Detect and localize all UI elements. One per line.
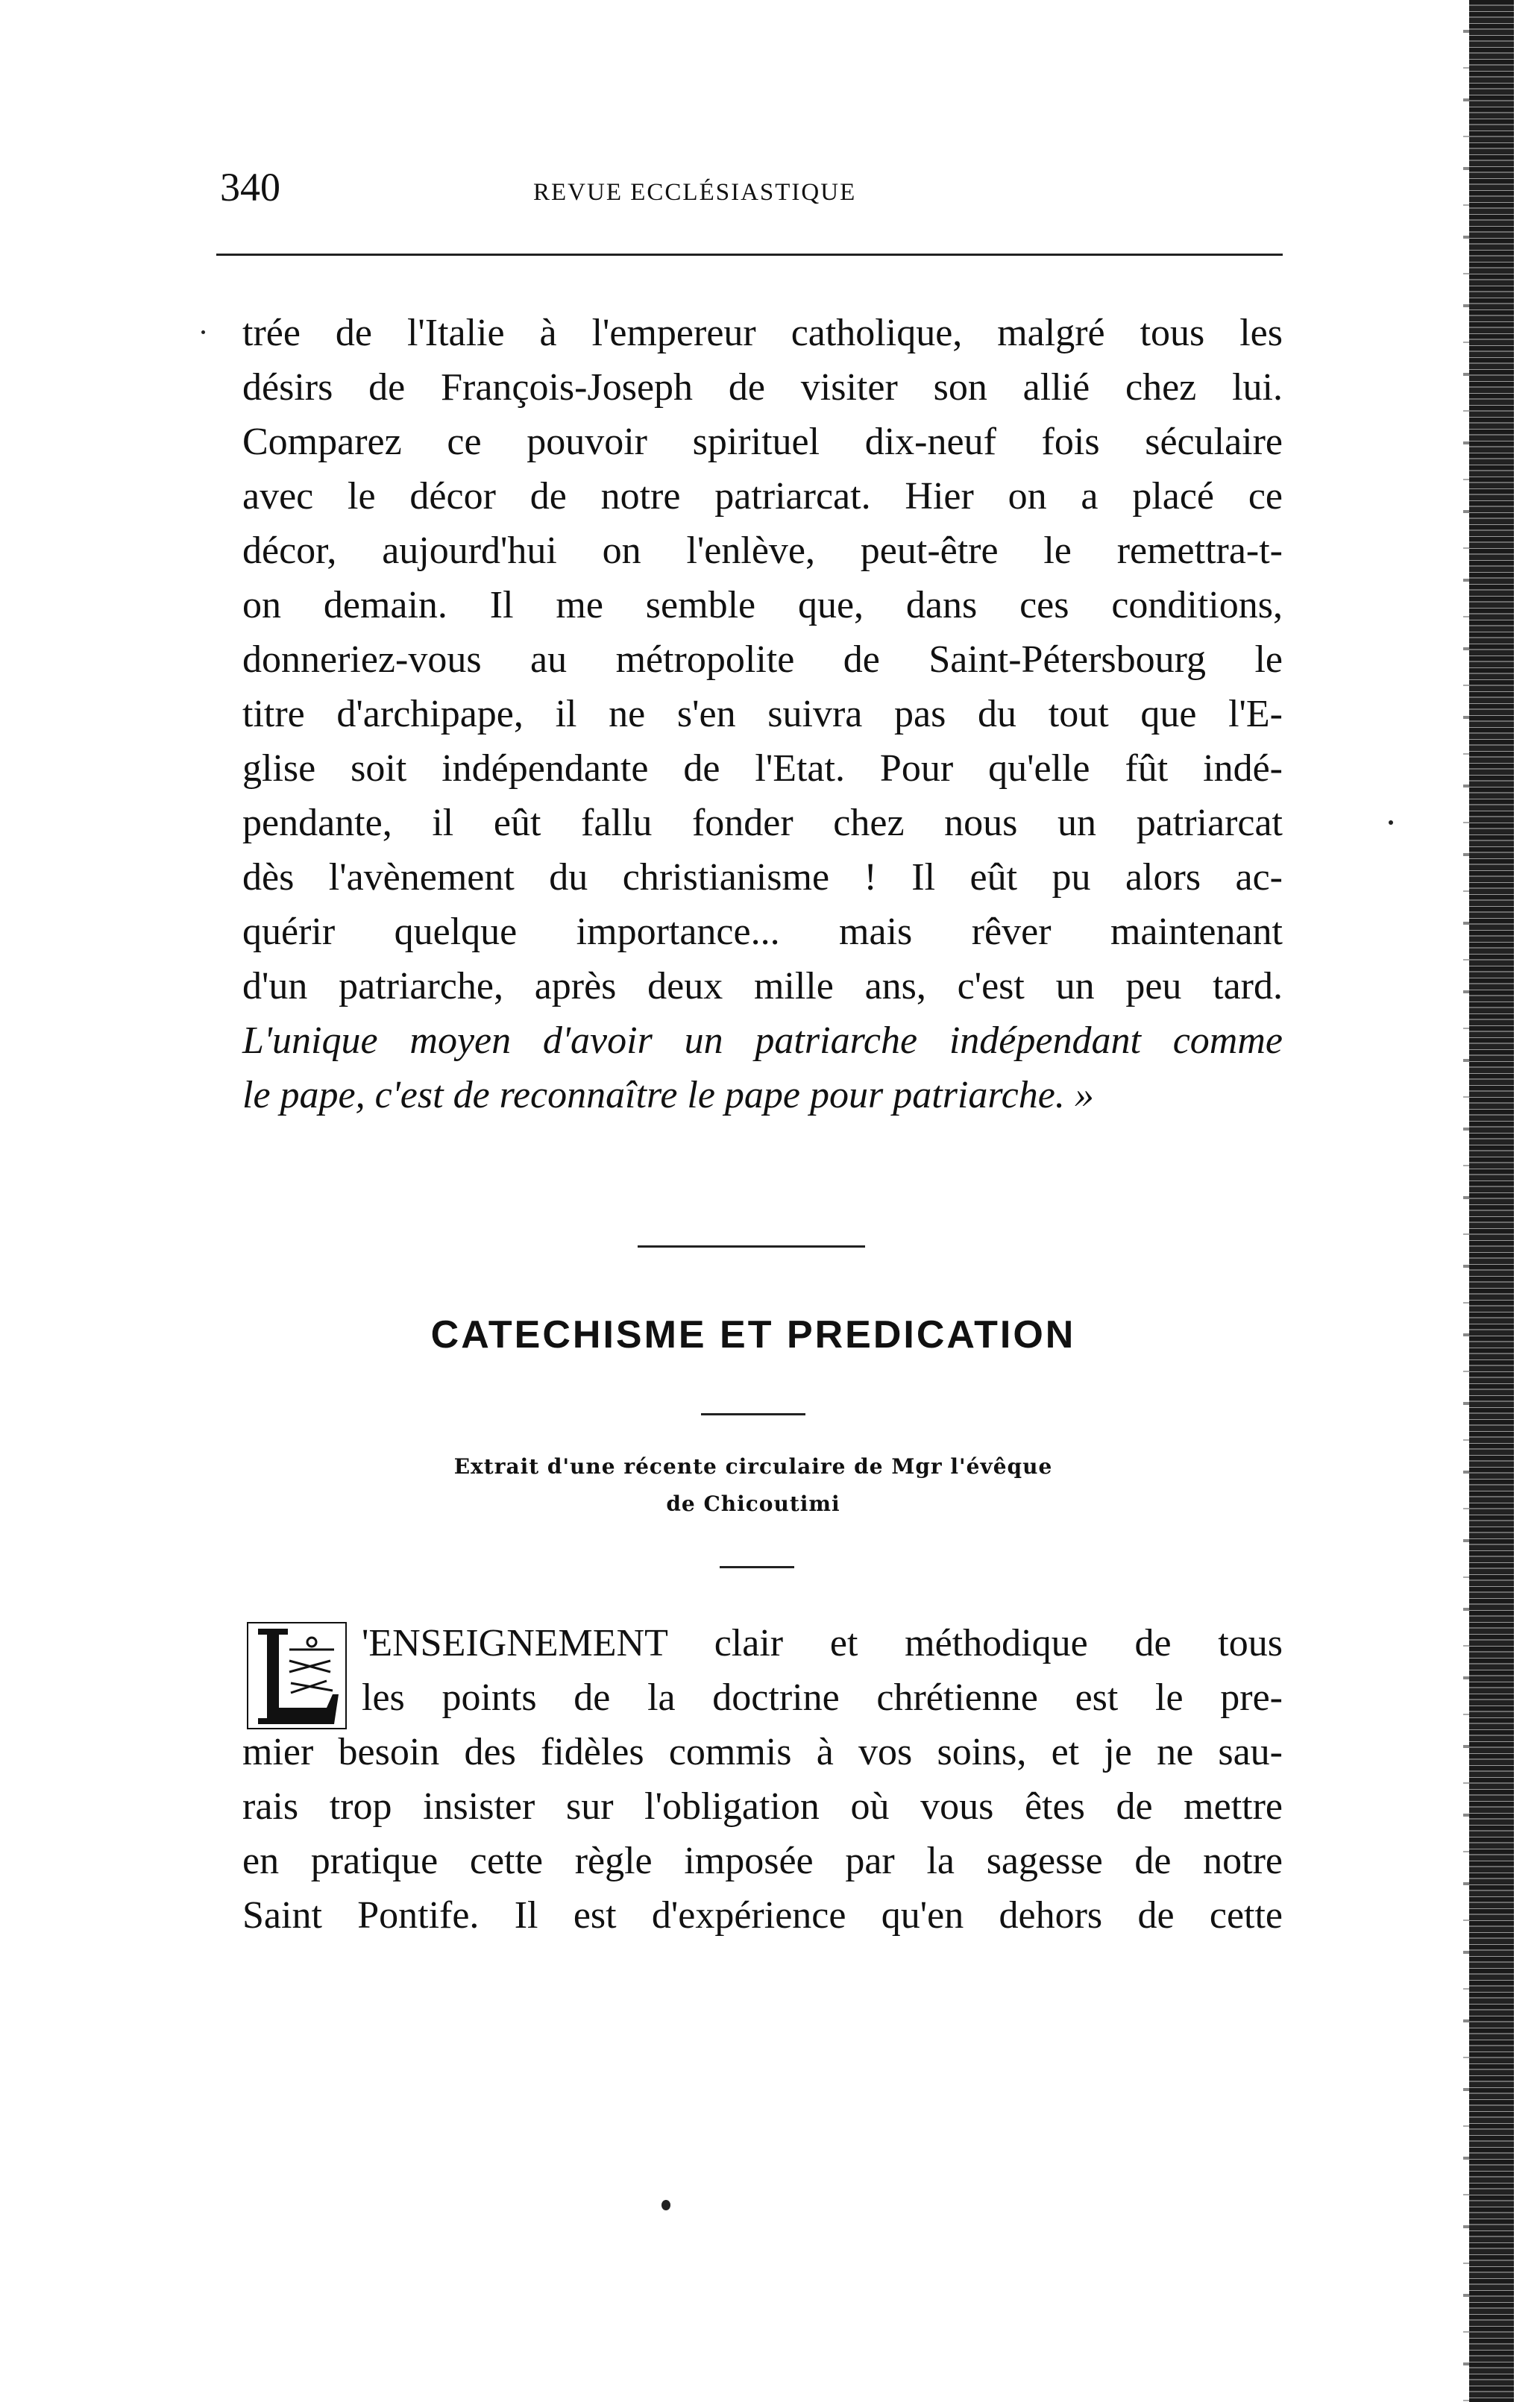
text-line: 'ENSEIGNEMENT clair et méthodique de tous	[362, 1622, 1283, 1664]
subtitle-rule	[720, 1566, 794, 1568]
text-line: mier besoin des fidèles commis à vos soins, et je ne sau-	[242, 1731, 1283, 1773]
section-title: CATECHISME ET PREDICATION	[430, 1313, 1076, 1356]
text-line: rais trop insister sur l'obligation où vous êtes de mettre	[242, 1785, 1283, 1828]
text-line: Saint Pontife. Il est d'expérience qu'en dehors de cette	[242, 1894, 1283, 1937]
italic-line: L'unique moyen d'avoir un patriarche indépendant comme	[242, 1019, 1283, 1062]
text-line: glise soit indépendante de l'Etat. Pour qu'elle fût indé-	[242, 747, 1283, 790]
scan-speck	[661, 2200, 670, 2210]
text-line: titre d'archipape, il ne s'en suivra pas du tout que l'E-	[242, 693, 1283, 735]
text-line: avec le décor de notre patriarcat. Hier on a placé ce	[242, 475, 1283, 518]
text-line: d'un patriarche, après deux mille ans, c'est un peu tard.	[242, 965, 1283, 1007]
text-line: les points de la doctrine chrétienne est le pre-	[362, 1676, 1283, 1719]
text-line: dès l'avènement du christianisme ! Il eût pu alors ac-	[242, 856, 1283, 899]
text-line: décor, aujourd'hui on l'enlève, peut-être le remettra-t-	[242, 529, 1283, 572]
subtitle-line: de Chicoutimi	[666, 1491, 840, 1516]
text-line: on demain. Il me semble que, dans ces conditions,	[242, 584, 1283, 626]
article-text	[242, 1616, 1283, 1943]
page-header	[220, 164, 1290, 224]
italic-line: le pape, c'est de reconnaître le pape pour patriarche. »	[242, 1074, 1094, 1116]
body-text	[242, 306, 1283, 1122]
text-line: en pratique cette règle imposée par la sagesse de notre	[242, 1840, 1283, 1882]
scan-speck	[201, 330, 205, 334]
text-line: désirs de François-Joseph de visiter son allié chez lui.	[242, 366, 1283, 409]
page-edge	[1469, 0, 1514, 2402]
subtitle-line: Extrait d'une récente circulaire de Mgr l'évêque	[453, 1454, 1053, 1479]
text-line: pendante, il eût fallu fonder chez nous un patriarcat	[242, 802, 1283, 844]
header-rule	[216, 254, 1283, 256]
text-line: Comparez ce pouvoir spirituel dix-neuf fois séculaire	[242, 421, 1283, 463]
section-separator	[638, 1245, 865, 1248]
running-title: REVUE ECCLÉSIASTIQUE	[533, 179, 857, 206]
scan-speck	[1389, 820, 1393, 825]
text-line: trée de l'Italie à l'empereur catholique, malgré tous les	[242, 312, 1283, 354]
title-rule	[701, 1413, 805, 1415]
page-number: 340	[220, 165, 280, 210]
text-line: quérir quelque importance... mais rêver maintenant	[242, 911, 1283, 953]
text-line: donneriez-vous au métropolite de Saint-Pétersbourg le	[242, 638, 1283, 681]
